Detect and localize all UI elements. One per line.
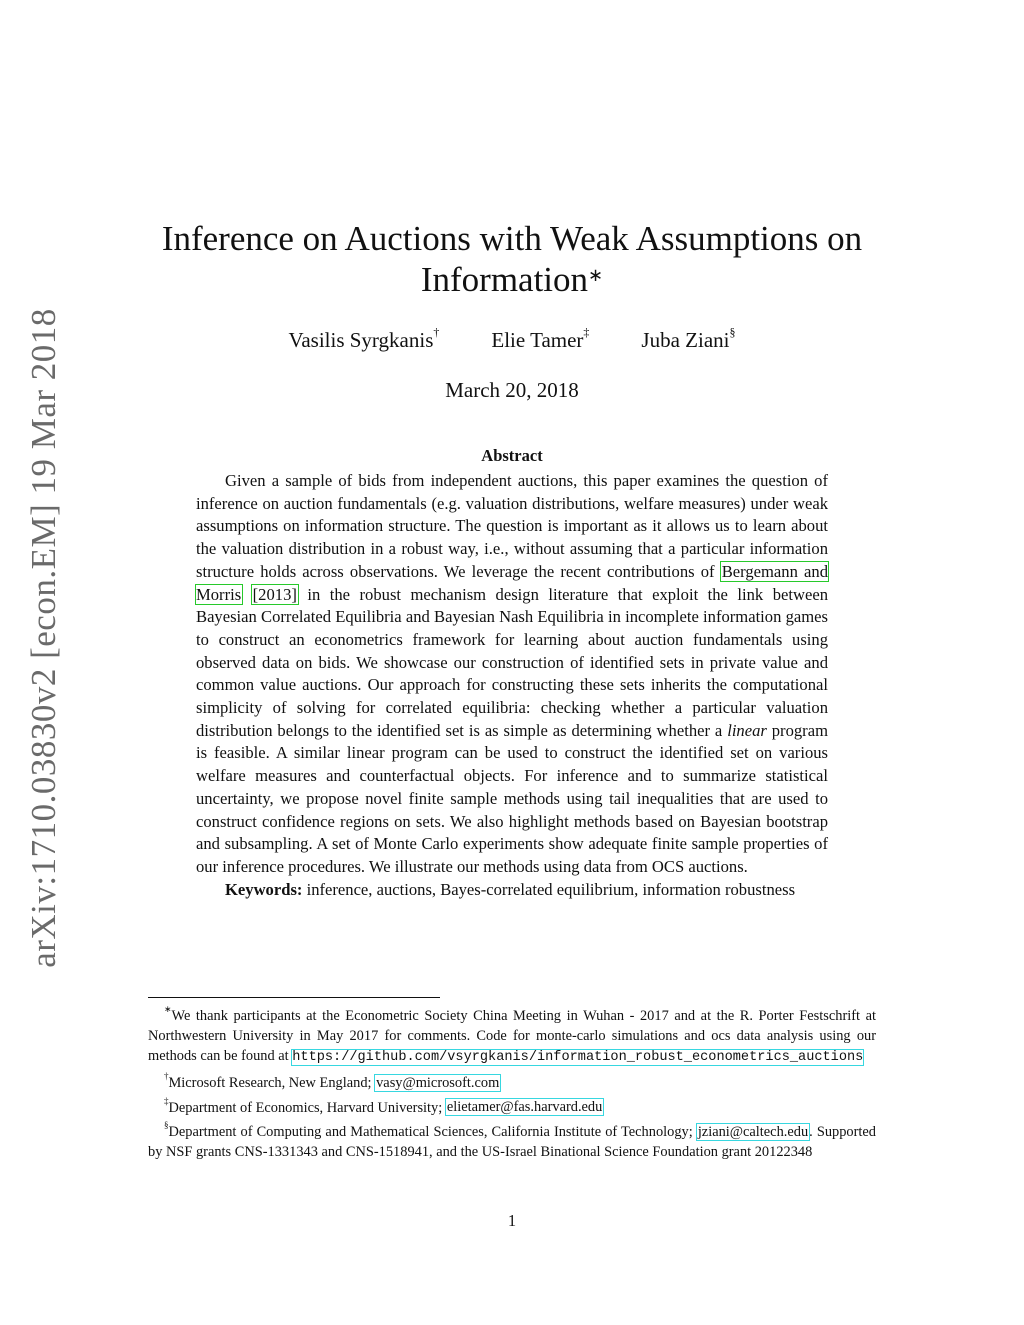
author [288,325,440,353]
footnote-mark: § [164,1120,169,1131]
github-link[interactable]: https://github.com/vsyrgkanis/information_robust_econometrics_auctions [292,1049,864,1065]
footnote-rule [148,997,440,998]
abstract-text-d: program is feasible. A similar linear program can be used to construct the identified set on various welfare measures and counterfactual objects. For inference and to summarize statistical uncertainty, we propose novel finite sample methods using tail inequalities that are used to construct confidence regions on sets. We also highlight methods based on Bayesian bootstrap and subsampling. A set of Monte Carlo experiments show adequate finite sample properties of our inference procedures. We illustrate our methods using data from OCS auctions. [196,720,828,876]
footnote-affiliation-2 [148,1093,876,1118]
author-mark: † [433,325,440,339]
abstract-text-a: Given a sample of bids from independent auctions, this paper examines the question of inference on auction fundamentals (e.g. valuation distributions, welfare measures) under weak assumptions on information structure. The question is important as it allows us to learn about the valuation distribution in a robust way, i.e., without assuming that a particular information structure holds across observations. We leverage the recent contributions of [196,471,828,581]
footnotes [148,1001,876,1162]
abstract-text-b [242,585,251,604]
email-link-syrgkanis[interactable]: vasy@microsoft.com [376,1074,500,1091]
citation-link-authors[interactable]: Bergemann and Morris [196,561,828,604]
abstract-paragraph [196,470,828,879]
keywords-label: Keywords: [225,879,303,899]
paper-title [120,218,904,300]
author-name: Vasilis Syrgkanis [288,328,434,352]
title-line-2 [120,259,904,300]
title-line-2-text: Information [420,260,589,299]
page-number: 1 [507,1211,517,1230]
title-line-1: Inference on Auctions with Weak Assumptions on [161,219,863,258]
footnote-mark: ‡ [164,1095,169,1106]
paper-date: March 20, 2018 [445,378,579,402]
footnote-text: Department of Computing and Mathematical Sciences, California Institute of Technology; [168,1124,697,1141]
email-link-ziani[interactable]: jziani@caltech.edu [697,1124,809,1141]
author-list [120,325,904,353]
footnote-text: We thank participants at the Econometric Society China Meeting in Wuhan - 2017 and at the R. Porter Festschrift at Northwestern University in May 2017 for comments. Code for monte-carlo simulations and ocs data analysis using our methods can be found at [148,1007,876,1064]
abstract-italic-word: linear [727,720,767,740]
footnote-mark: † [164,1070,169,1081]
arxiv-identifier: arXiv:1710.03830v2 [econ.EM] 19 Mar 2018 [24,308,63,968]
abstract-text-c: in the robust mechanism design literature that exploit the link between Bayesian Correlated Equilibria and Bayesian Nash Equilibria in incomplete information games to construct an econometrics framework for learning about auction fundamentals using observed data on bids. We showcase our construction of identified sets in private value and common value auctions. Our approach for constructing these sets inherits the computational simplicity of solving for correlated equilibria: checking whether a particular valuation distribution belongs to the identified set is as simple as determining whether a [196,584,828,740]
footnote-affiliation-3 [148,1117,876,1162]
footnote-text-funding: . Supported by NSF grants CNS-1331343 and CNS-1518941, and the US-Israel Binational Science Foundation grant 20122348 [148,1124,876,1161]
footnote-affiliation-1 [148,1068,876,1093]
author-mark: ‡ [583,325,590,339]
footnote-acknowledgment [148,1001,876,1068]
author-name: Juba Ziani [641,328,730,352]
email-link-tamer[interactable]: elietamer@fas.harvard.edu [446,1099,603,1116]
footnote-mark: ∗ [164,1004,172,1014]
citation-link-year[interactable]: [2013] [252,584,297,604]
keywords-text: inference, auctions, Bayes-correlated equilibrium, information robustness [302,879,796,899]
author-name: Elie Tamer [491,328,584,352]
keywords [196,879,828,902]
author [491,325,590,353]
author [641,325,736,353]
footnote-text: Department of Economics, Harvard University; [168,1099,446,1116]
title-footnote-mark: ∗ [588,265,604,285]
abstract-body [196,470,828,901]
footnote-text: Microsoft Research, New England; [168,1074,376,1091]
author-mark: § [729,325,736,339]
abstract-heading: Abstract [481,446,543,465]
